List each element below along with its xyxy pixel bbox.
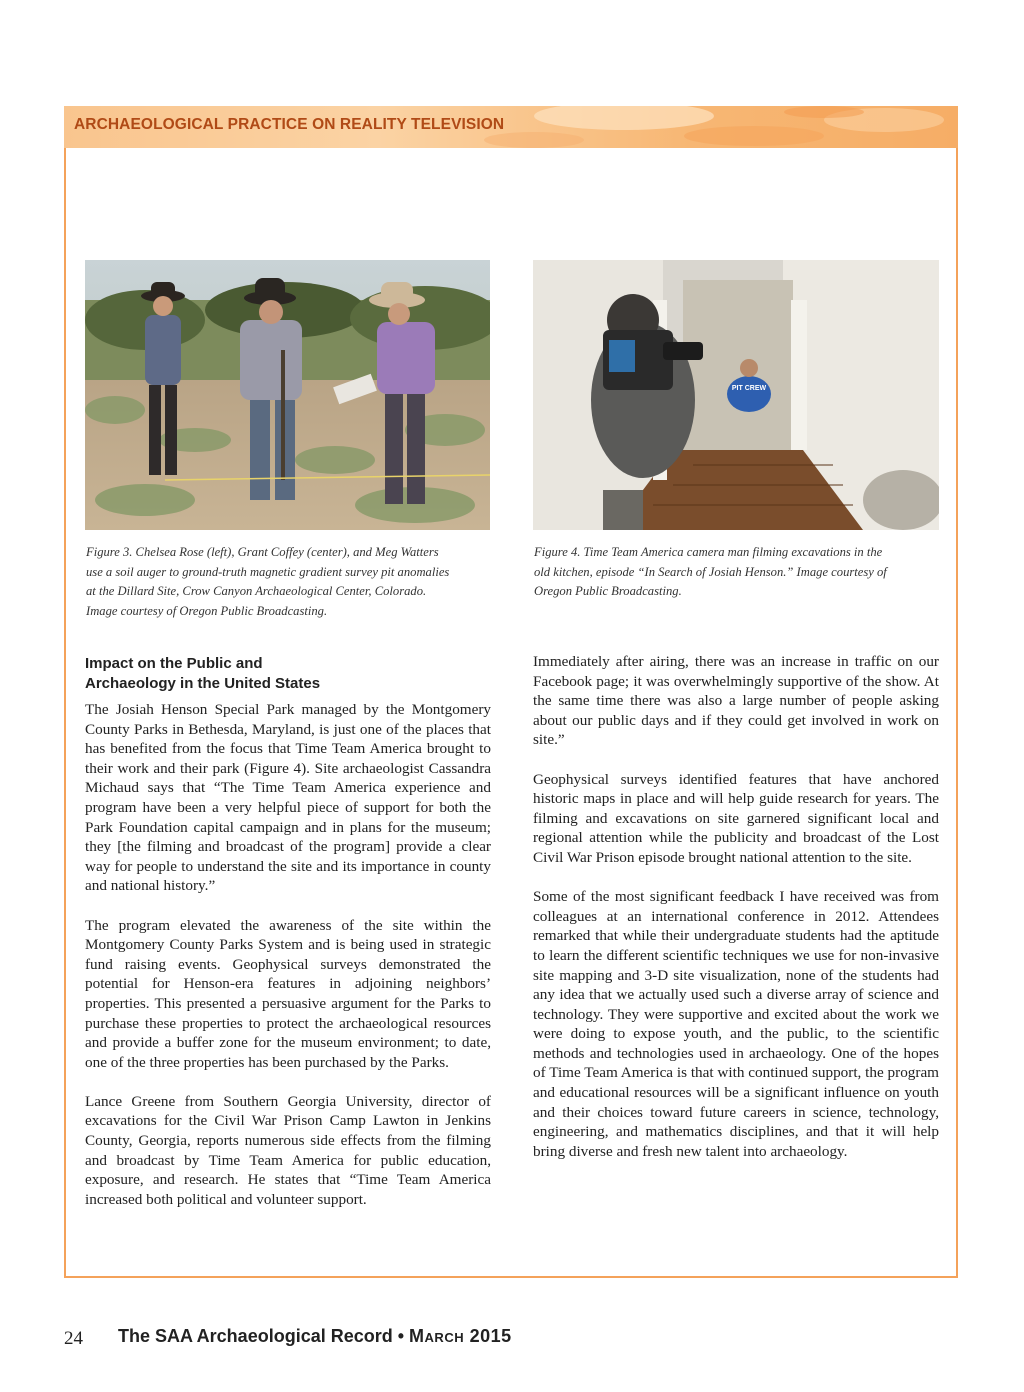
figure-3-caption bbox=[86, 543, 491, 621]
heading-line-2: Archaeology in the United States bbox=[85, 675, 321, 692]
right-column bbox=[533, 652, 939, 1181]
body-paragraph: Geophysical surveys identified features that have anchored historic maps in place and will help guide research for years. The filming and excavations on site garnered significant local and regional attention while the publicity and broadcast of the Lost Civil War Prison episode brought national attention to the site. bbox=[533, 770, 939, 866]
left-column bbox=[85, 700, 491, 1229]
caption-line: Figure 3. Chelsea Rose (left), Grant Coffey (center), and Meg Watters bbox=[86, 545, 439, 559]
figure-4-caption bbox=[534, 543, 940, 602]
figure-4-photo bbox=[533, 260, 939, 530]
section-heading bbox=[85, 654, 491, 694]
banner-title: ARCHAEOLOGICAL PRACTICE ON REALITY TELEVISION bbox=[74, 116, 505, 133]
body-paragraph: The Josiah Henson Special Park managed by the Montgomery County Parks in Bethesda, Maryland, is just one of the places that has benefited from the focus that Time Team America brought to their work and their park (Figure 4). Site archaeologist Cassandra Michaud says that “The Time Team America experience and program have been a very helpful piece of support for both the Park Foundation capital campaign and in plans for the museum; they [the filming and broadcast of the program] provide a clear way for people to understand the site and its importance in county and national history.” bbox=[85, 701, 491, 895]
kitchen-filming-illustration bbox=[533, 260, 939, 530]
body-paragraph: The program elevated the awareness of the site within the Montgomery County Parks System and is being used in strategic fund raising events. Geophysical surveys demonstrated the potential for Henson-era features in adjoining neighbors’ properties. This presented a persuasive argument for the Parks to purchase these properties to protect the archaeological resources and provide a buffer zone for the museum environment; to date, one of the three properties has been purchased by the Parks. bbox=[85, 916, 491, 1071]
caption-line: Image courtesy of Oregon Public Broadcasting. bbox=[86, 603, 328, 618]
caption-line: use a soil auger to ground-truth magnetic gradient survey pit anomalies bbox=[86, 564, 450, 579]
shirt-text: PIT CREW bbox=[731, 385, 767, 392]
page-number: 24 bbox=[64, 1328, 83, 1349]
body-paragraph: Lance Greene from Southern Georgia University, director of excavations for the Civil War Prison Camp Lawton in Jenkins County, Georgia, reports numerous side effects from the filming and broadcast by Time Team America for public education, exposure, and research. He states that “Time Team America increased both political and volunteer support. bbox=[85, 1092, 491, 1208]
section-banner bbox=[64, 106, 958, 148]
heading-line-1: Impact on the Public and bbox=[85, 655, 263, 672]
caption-line: old kitchen, episode “In Search of Josiah Henson.” Image courtesy of bbox=[534, 564, 887, 579]
issue-date: March 2015 bbox=[409, 1326, 512, 1346]
body-paragraph: Immediately after airing, there was an increase in traffic on our Facebook page; it was overwhelmingly supportive of the show. At the same time there was also a large number of people asking about our public days and if they could get involved in work on site.” bbox=[533, 653, 939, 749]
caption-line: Figure 4. Time Team America camera man filming excavations in the bbox=[534, 545, 883, 559]
journal-title bbox=[118, 1326, 512, 1347]
field-survey-illustration bbox=[85, 260, 490, 530]
body-paragraph: Some of the most significant feedback I have received was from colleagues at an international conference in 2012. Attendees remarked that while their undergraduate students had the aptitude to learn the different scientific techniques we use for non-invasive site mapping and 3-D site visualization, none of the students had any idea that we actually used such a diverse array of science and technology. They were supportive and excited about the work we were doing to expose youth, and the public, to the scientific methods and technologies used in archaeology. One of the hopes of Time Team America is that with continued support, the program and educational resources will be a significant influence on youth and their choices toward future careers in science, technology, engineering, and mathematics disciplines, and that it will help bring diverse and fresh new talent into archaeology. bbox=[533, 888, 939, 1160]
caption-line: at the Dillard Site, Crow Canyon Archaeological Center, Colorado. bbox=[86, 584, 427, 599]
journal-name: The SAA Archaeological Record • bbox=[118, 1326, 410, 1346]
figure-3-photo bbox=[85, 260, 490, 530]
caption-line: Oregon Public Broadcasting. bbox=[534, 584, 682, 599]
